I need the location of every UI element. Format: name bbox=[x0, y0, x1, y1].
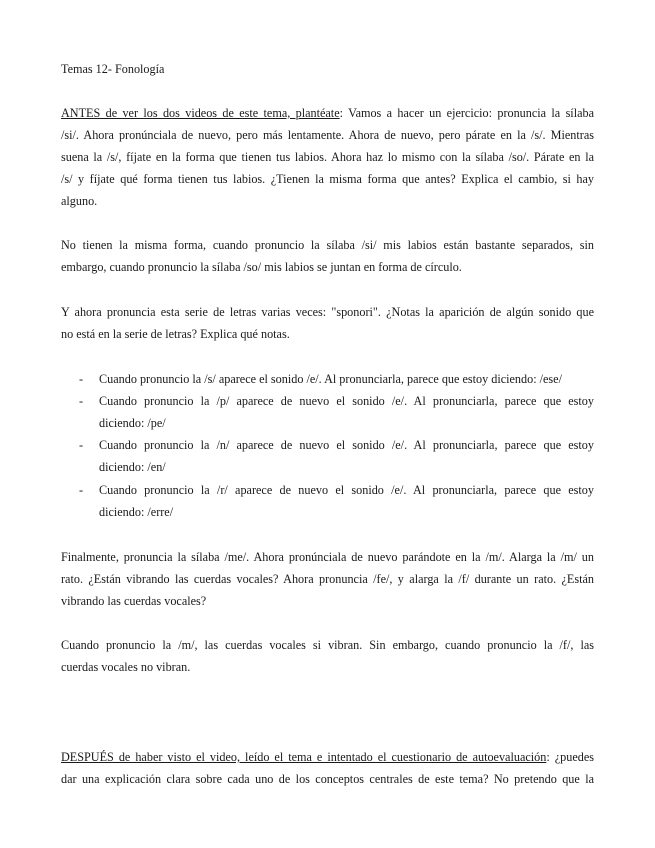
question-2-line: Y ahora pronuncia esta serie de letras varias veces: "sponori". ¿Notas la aparición de algún sonido que bbox=[61, 305, 594, 319]
question-1-line: suena la /s/, fíjate en la forma que tienen tus labios. Ahora haz lo mismo con la sílaba /so/. Párate en la bbox=[61, 150, 594, 164]
question-3-line: Finalmente, pronuncia la sílaba /me/. Ahora pronúnciala de nuevo parándote en la /m/. Alarga la /m/ un bbox=[61, 550, 594, 564]
list-item-continuation: diciendo: /en/ bbox=[99, 460, 166, 474]
question-4-line: dar una explicación clara sobre cada uno de los conceptos centrales de este tema? No pretendo que la bbox=[61, 772, 594, 786]
answer-1-line: embargo, cuando pronuncio la sílaba /so/ mis labios se juntan en forma de círculo. bbox=[61, 260, 462, 274]
question-2-line: no está en la serie de letras? Explica qué notas. bbox=[61, 327, 290, 341]
list-bullet: - bbox=[79, 438, 84, 452]
question-1-line: /s/ y fíjate qué forma tienen tus labios. ¿Tienen la misma forma que antes? Explica el cambio, si hay bbox=[61, 172, 594, 186]
list-item-continuation: diciendo: /pe/ bbox=[99, 416, 166, 430]
list-item: Cuando pronuncio la /r/ aparece de nuevo el sonido /e/. Al pronunciarla, parece que estoy bbox=[99, 483, 594, 497]
document-title: Temas 12- Fonología bbox=[61, 62, 165, 76]
list-item-continuation: diciendo: /erre/ bbox=[99, 505, 174, 519]
question-1-line: /si/. Ahora pronúnciala de nuevo, pero más lentamente. Ahora de nuevo, pero párate en la /s/. Mientras bbox=[61, 128, 594, 142]
question-1-line: ANTES de ver los dos videos de este tema, plantéate: Vamos a hacer un ejercicio: pronuncia la sílaba bbox=[61, 106, 594, 120]
question-4-line: DESPUÉS de haber visto el video, leído el tema e intentado el cuestionario de autoevaluación: ¿puedes bbox=[61, 750, 594, 764]
question-4-heading: DESPUÉS de haber visto el video, leído el tema e intentado el cuestionario de autoevaluación bbox=[61, 750, 547, 764]
question-3-line: vibrando las cuerdas vocales? bbox=[61, 594, 207, 608]
list-item: Cuando pronuncio la /p/ aparece de nuevo el sonido /e/. Al pronunciarla, parece que estoy bbox=[99, 394, 594, 408]
list-bullet: - bbox=[79, 394, 84, 408]
answer-3-line: cuerdas vocales no vibran. bbox=[61, 660, 191, 674]
answer-3-line: Cuando pronuncio la /m/, las cuerdas vocales si vibran. Sin embargo, cuando pronuncio la /f/, las bbox=[61, 638, 594, 652]
answer-1-line: No tienen la misma forma, cuando pronuncio la sílaba /si/ mis labios están bastante separados, sin bbox=[61, 238, 594, 252]
question-3-line: rato. ¿Están vibrando las cuerdas vocales? Ahora pronuncia /fe/, y alarga la /f/ durante un rato. ¿Están bbox=[61, 572, 594, 586]
question-1-heading: ANTES de ver los dos videos de este tema, plantéate bbox=[61, 106, 340, 120]
question-1-line: alguno. bbox=[61, 194, 98, 208]
list-bullet: - bbox=[79, 483, 84, 497]
list-item: Cuando pronuncio la /s/ aparece el sonido /e/. Al pronunciarla, parece que estoy diciendo: /ese/ bbox=[99, 372, 562, 386]
list-item: Cuando pronuncio la /n/ aparece de nuevo el sonido /e/. Al pronunciarla, parece que estoy bbox=[99, 438, 594, 452]
list-bullet: - bbox=[79, 372, 84, 386]
